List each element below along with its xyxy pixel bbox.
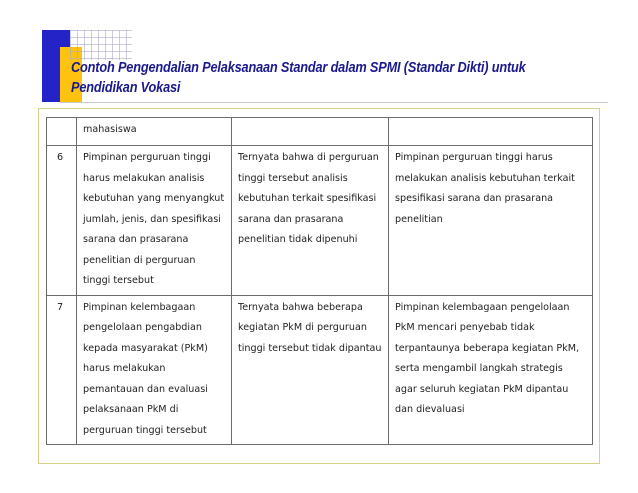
row-number: 7 xyxy=(47,295,77,445)
finding-cell: Ternyata bahwa di perguruan tinggi tersebut analisis kebutuhan terkait spesifikasi sarana dan prasarana penelitian tidak dipenuhi xyxy=(232,146,389,296)
finding-cell: Ternyata bahwa beberapa kegiatan PkM di perguruan tinggi tersebut tidak dipantau xyxy=(232,295,389,445)
standard-cell: Pimpinan kelembagaan pengelolaan pengabdian kepada masyarakat (PkM) harus melakukan pemantauan dan evaluasi pelaksanaan PkM di perguruan tinggi tersebut xyxy=(77,295,232,445)
action-cell: Pimpinan kelembagaan pengelolaan PkM mencari penyebab tidak terpantaunya beberapa kegiatan PkM, serta mengambil langkah strategis agar seluruh kegiatan PkM dipantau dan dievaluasi xyxy=(389,295,593,445)
standard-cell: mahasiswa xyxy=(77,118,232,146)
table-row xyxy=(47,146,593,296)
slide-title: Contoh Pengendalian Pelaksanaan Standar dalam SPMI (Standar Dikti) untuk Pendidikan Vokasi xyxy=(71,60,526,96)
finding-cell xyxy=(232,118,389,146)
row-number: 6 xyxy=(47,146,77,296)
standards-table xyxy=(46,117,593,445)
row-number xyxy=(47,118,77,146)
title-divider xyxy=(60,102,608,103)
action-cell: Pimpinan perguruan tinggi harus melakukan analisis kebutuhan terkait spesifikasi sarana dan prasarana penelitian xyxy=(389,146,593,296)
table-row xyxy=(47,118,593,146)
decor-grid-pattern xyxy=(70,30,132,60)
standard-cell: Pimpinan perguruan tinggi harus melakukan analisis kebutuhan yang menyangkut jumlah, jenis, dan spesifikasi sarana dan prasarana penelitian di perguruan tinggi tersebut xyxy=(77,146,232,296)
table-row xyxy=(47,295,593,445)
action-cell xyxy=(389,118,593,146)
standards-table-container xyxy=(46,117,592,445)
